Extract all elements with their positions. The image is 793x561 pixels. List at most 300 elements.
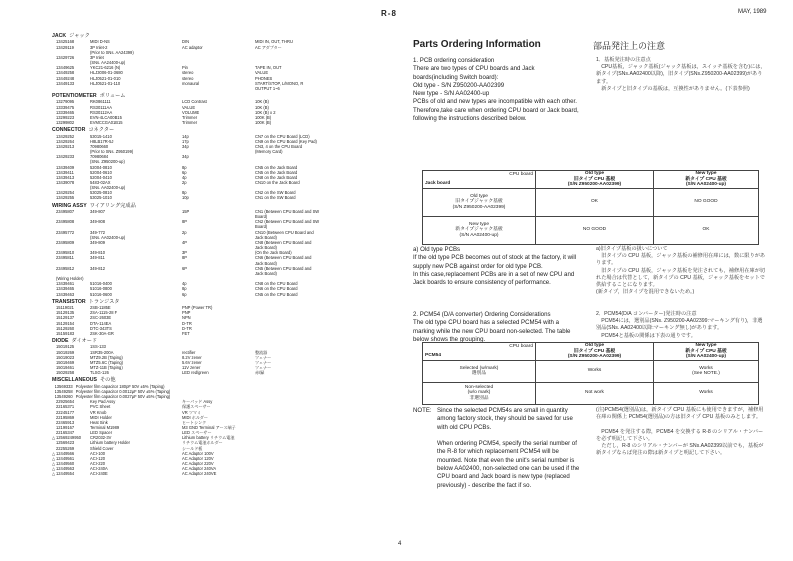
caution-mark: △ — [52, 461, 56, 467]
part-description: 70980684 — [90, 154, 109, 160]
part-spec: 8P — [182, 219, 188, 225]
part-remark: 10K (B) — [255, 104, 269, 110]
section-title: POTENTIOMETER — [52, 92, 97, 99]
part-description: Lithium battery Holder — [90, 440, 131, 446]
part-spec: 15P — [182, 209, 190, 214]
list-item — [52, 86, 397, 91]
part-number: 12449554 — [56, 471, 75, 477]
part-description: 51016-0800 — [90, 286, 112, 292]
part-spec: シールド板 — [182, 445, 203, 451]
part-spec: stereo — [182, 75, 194, 81]
part-remark: 10K (B) — [255, 99, 269, 105]
part-spec: FET — [182, 330, 190, 336]
table-row-label: Non-selected (w/o mark) 非選別品 — [423, 382, 536, 404]
part-spec: 11V zener — [182, 365, 201, 371]
part-number: 15129260 — [56, 325, 75, 331]
part-description: (SNs. AA24400-up) — [90, 60, 126, 66]
part-remark: CN5 (Between CPU Board and — [255, 265, 312, 271]
part-description: 349-812 — [90, 265, 106, 271]
part-remark: ツェナー — [255, 359, 272, 365]
part-description: RK0861111 — [90, 99, 111, 105]
part-description: 53025-0810 — [90, 190, 112, 196]
part-remark: VALUE — [255, 70, 269, 76]
part-spec: 5.6V zener — [182, 359, 202, 365]
section-title: DIODE — [52, 338, 69, 344]
part-description: EVN-4LCA00B15 — [90, 114, 122, 120]
part-spec: LED スペーサー — [182, 430, 212, 436]
part-spec: 8p — [182, 286, 187, 292]
part-description: 2SA-1115-28 F — [90, 310, 118, 316]
part-remark: 100K (B) — [255, 120, 272, 125]
part-spec: 17p — [182, 138, 189, 144]
part-remark: Jack Board) — [255, 245, 277, 251]
table-header-new: New type 新タイプ CPU 基板 (S/N AA02400-up) — [654, 171, 759, 189]
list-item — [52, 195, 397, 200]
part-remark: CN5 on the Jack Board — [255, 164, 298, 170]
caution-mark: △ — [52, 450, 56, 456]
part-spec: リチウム電池ホルダー — [182, 440, 223, 446]
part-description: 52004-0410 — [90, 174, 112, 180]
part-remark: PHONES — [255, 75, 273, 81]
caution-mark: △ — [52, 435, 56, 441]
part-description: RS30111AA — [90, 104, 112, 110]
part-number: 13429264 — [56, 138, 75, 144]
pcb-compat-table — [422, 170, 759, 245]
part-spec: 3P — [182, 250, 188, 256]
part-description: 53025-1010 — [90, 195, 112, 201]
part-remark: (On the Jack Board) — [255, 250, 292, 256]
section-title: WIRING ASSY — [52, 202, 87, 209]
part-number: 13439078 — [56, 179, 75, 185]
part-number: 13339475 — [56, 104, 75, 110]
part-remark: CN2 on the SW Board — [255, 190, 296, 196]
part-spec: Lithium battery リチウム電池 — [182, 435, 235, 441]
part-remark: CN8 (Between CPU Board and — [255, 239, 312, 245]
part-description: 349-811 — [90, 255, 105, 261]
part-spec: D-TR — [182, 325, 192, 331]
part-number: 15019023 — [56, 354, 75, 360]
part-spec: LCD Contrast — [182, 99, 207, 105]
part-description: HLJ3006-01-3680 — [90, 70, 123, 76]
part-number: 13549260 — [54, 394, 73, 400]
pcm54-ordering-text: 2. PCM54 (D/A converter) Ordering Considerations The old type CPU board has a selected PCM54 with a marking while the new CPU board non-selected. The table below shows the grouping. — [413, 311, 571, 343]
table-cell: Works — [654, 382, 759, 404]
table-header-new: New type 新タイプ CPU 基板 (S/N AA02400-up) — [654, 343, 759, 361]
part-number: 12449561 — [56, 455, 75, 461]
part-description: PVC Sheet — [90, 404, 111, 410]
part-spec: 2p — [182, 179, 187, 185]
part-description: H8LB17R-5J — [90, 138, 114, 144]
part-description: 3P Inlet — [90, 54, 104, 60]
part-spec: 8.2V zener — [182, 354, 202, 360]
table-cell: NO GOOD — [654, 188, 759, 216]
part-number: 13449625 — [56, 65, 75, 71]
part-description: HLJ0521-01-010 — [90, 75, 121, 81]
part-number: 13449248 — [56, 75, 75, 81]
part-number: 13339465 — [56, 109, 75, 115]
part-description: (SNs. Z950200-up) — [90, 159, 125, 165]
part-number: 13439465 — [56, 286, 75, 292]
part-remark: Jack Board) — [255, 260, 277, 266]
section-title-jp: コネクター — [88, 127, 115, 134]
part-description: 52004-0610 — [90, 169, 112, 175]
part-number: 13429252 — [56, 133, 75, 139]
part-description: CR2032-3V — [90, 435, 112, 441]
part-remark: ツェナー — [255, 354, 272, 360]
part-description: 2SK-30A-GR — [90, 330, 114, 336]
part-description: 349-810 — [90, 250, 106, 256]
part-spec: 10p — [182, 195, 189, 201]
part-remark: CN1 (Between CPU Board and SW — [255, 209, 320, 214]
part-number: 22165371 — [56, 404, 75, 410]
part-description: MTZ-11B (Taping) — [90, 365, 123, 371]
part-number: 13439409 — [56, 164, 75, 170]
part-remark: 整流器 — [255, 349, 268, 355]
part-description: Shield Cover — [90, 445, 114, 451]
part-description: 1SS-133 — [90, 344, 106, 350]
part-number: (Wiring Holder) — [56, 276, 84, 282]
part-number: 13429119 — [56, 44, 74, 50]
section-title-jp: ボリューム — [99, 92, 126, 99]
part-number: 23495807 — [56, 209, 75, 214]
part-number — [56, 86, 90, 91]
part-number: 13429233 — [56, 154, 75, 160]
table-header-cpu: CPU board — [423, 171, 536, 180]
part-description: ACI-240A — [90, 466, 108, 472]
part-spec: AC Adaptor 240VA — [182, 466, 217, 472]
part-description: DTA-114EA — [90, 320, 112, 326]
part-spec: NPN — [182, 315, 191, 321]
part-spec: Trimmer — [182, 120, 198, 125]
part-number: 15129137 — [56, 315, 75, 321]
caution-mark: △ — [52, 471, 56, 477]
table-cell: NO GOOD — [536, 216, 654, 244]
part-number: 13439413 — [56, 174, 75, 180]
part-description: ACI-220 — [90, 461, 106, 467]
part-description: TLSG-126 — [90, 370, 109, 376]
part-remark: AC アダプター — [255, 44, 282, 50]
table-cell: OK — [654, 216, 759, 244]
part-remark — [255, 471, 395, 476]
part-spec: VALUE — [182, 104, 196, 110]
list-item — [52, 292, 397, 297]
part-remark: OUTPUT 1~6 — [255, 85, 280, 91]
part-number: 13299802 — [56, 120, 75, 125]
section-title-jp: ワイアリング完成品 — [89, 202, 136, 209]
pcm54-ordering-text-jp: 2．PCM54(D/A コンバーター)発注時の注意 PCM54には，選別品(SNs. Z950200-AA02399:マーキング有り)，非選別品(SNs. AA02400以降:マーキング無し)があります。 PCM54と基板の関係は下表の通りです。 — [596, 311, 763, 339]
part-description: Key Pad Assy — [90, 399, 116, 405]
part-number: 15129135 — [56, 310, 75, 316]
part-spec: 6p — [182, 291, 187, 297]
part-number: 15019469 — [56, 359, 75, 365]
part-description: 53015-1410 — [90, 133, 112, 139]
part-number: 13439461 — [56, 281, 75, 287]
page-number: 4 — [398, 541, 402, 547]
section-title-jp: ダイオード — [71, 338, 98, 344]
part-description: 51016-0400 — [90, 281, 112, 287]
part-spec: 34p — [182, 154, 189, 160]
part-spec: DIN — [182, 39, 190, 45]
part-number: 13425168 — [56, 39, 75, 45]
part-number: 15119021 — [56, 305, 74, 311]
table-cell: Works (See NOTE.) — [654, 360, 759, 382]
part-description — [90, 86, 182, 91]
part-description: MTZ9.2B (Taping) — [90, 354, 123, 360]
pcb-ordering-text-jp: 1．基板発注時の注意点 CPU基板，ジャック基板(ジャック基板は，スイッチ基板を含む)には，新タイプ(SNs.AA02400以降)，旧タイプ(SNs.Z950200-AA02399)があります。 新タイプと旧タイプの基板は，互換性がありません。(下表参照) — [596, 57, 766, 92]
part-remark: CN2 (Between CPU Board and SW — [255, 219, 320, 225]
part-description: (Prior to SNs. AA24399) — [90, 49, 134, 55]
list-item — [52, 370, 397, 375]
part-remark: CN10 on the Jack Board — [255, 179, 300, 185]
part-number: 13549258 — [54, 388, 73, 394]
section-title-jp: ジャック — [69, 33, 90, 39]
part-description: DTC-343TS — [90, 325, 112, 331]
section-title: CONNECTOR — [52, 127, 86, 134]
part-spec: 2p — [182, 229, 187, 235]
part-remark: CN5 on the CPU Board — [255, 291, 298, 297]
part-description: 2SC-2603E — [90, 315, 112, 321]
part-number: 15159183 — [56, 330, 75, 336]
section-title-jp: トランジスタ — [88, 298, 120, 305]
part-description: MTZ5.6C (Taping) — [90, 359, 123, 365]
part-number: 15019461 — [56, 365, 75, 371]
part-number: 15129154 — [56, 320, 75, 326]
part-remark: Jack Board) — [255, 234, 277, 240]
part-description: MIDI D-NS — [90, 39, 110, 45]
part-spec: stereo — [182, 70, 194, 76]
part-remark: CN6 on the CPU Board — [255, 286, 298, 292]
table-header-pcm54: PCM54 — [423, 351, 536, 360]
part-spec: キーパッド Assy — [182, 399, 213, 405]
part-number: 13449258 — [56, 70, 75, 76]
part-description: (Prior to SNs. Z950199) — [90, 149, 134, 155]
part-remark: CN8 on the Jack Board — [255, 174, 298, 180]
part-spec: VOLUME — [182, 109, 200, 115]
part-remark: 100K (B) — [255, 114, 272, 120]
list-item — [52, 331, 397, 336]
section-title: Parts Ordering Information — [413, 39, 541, 50]
section-title: MISCELLANEOUS — [52, 377, 97, 384]
section-title: JACK — [52, 33, 67, 39]
part-number: 22255269 — [56, 445, 75, 451]
part-number: 23495810 — [56, 250, 75, 256]
part-description: 70980660 — [90, 143, 109, 149]
part-number: 22925654 — [56, 399, 75, 405]
part-spec — [182, 86, 255, 91]
part-number: 23495772 — [56, 229, 75, 235]
part-number: 12569423 — [56, 440, 75, 446]
part-spec: AC adaptor — [182, 44, 203, 50]
part-number: 23495811 — [56, 255, 74, 261]
part-description: Polyester film capacitor 0.0027μF 50V ±5% (Taping) — [75, 394, 171, 400]
part-description: 5483-02AX — [90, 179, 111, 185]
part-description: 52004-0810 — [90, 164, 112, 170]
part-description: YKC21-6216 (N) — [90, 65, 121, 71]
part-description: 349-808 — [90, 219, 106, 225]
part-spec: 4p — [182, 281, 187, 287]
part-number: 22165347 — [56, 430, 75, 436]
part-spec: 保護スペーサー — [182, 404, 211, 410]
old-type-pcb-text-jp: a)旧タイプ基板の扱いについて 旧タイプの CPU 基板，ジャック基板の補修用在庫には，数に限りがあります。 旧タイプの CPU 基板，ジャック基板を発注されても，補修用在庫が切れた場合は代替として，新タイプの CPU 基板，ジャック基板をセットで供給することになります。 (新タイプ，旧タイプを混用できないため。) — [596, 246, 766, 296]
note-label: NOTE: — [413, 407, 432, 414]
part-number: 13439411 — [56, 169, 74, 175]
part-spec: LED red/green — [182, 370, 209, 376]
part-spec: AC Adaptor 240VE — [182, 471, 217, 477]
part-number: 13279095 — [56, 99, 75, 105]
table-cell: OK — [536, 188, 654, 216]
part-description: ACI-120 — [90, 455, 106, 461]
list-item — [52, 471, 397, 476]
part-remark: 赤/緑 — [255, 370, 265, 376]
part-remark: CN5 on the Jack Board — [255, 169, 298, 175]
part-remark: CN9 on the CPU Board (Key Pad) — [255, 138, 317, 144]
part-spec: monaural — [182, 80, 200, 86]
part-remark: MIDI IN, OUT, THRU — [255, 39, 293, 45]
part-spec: AC Adaptor 100V — [182, 450, 214, 456]
part-description: Heat Sink — [90, 419, 108, 425]
part-spec: 34p — [182, 143, 189, 149]
part-number: 12569249950 — [56, 435, 82, 441]
table-header-jack: Jack board — [423, 179, 536, 188]
caution-mark: △ — [52, 466, 56, 472]
document-date: MAY, 1989 — [738, 9, 767, 15]
part-description: 2SB-1185E — [90, 305, 111, 311]
part-description: 349-809 — [90, 239, 106, 245]
pcm54-table — [422, 342, 759, 405]
part-number: 13429255 — [56, 195, 75, 201]
part-spec: 14p — [182, 133, 189, 139]
note-text-jp: (注)PCM54(選別品)は，新タイプ CPU 基板にも使用できますが，補修用在庫の関係上 PCM54(選別品)の方は旧タイプ CPU 基板のみとします。 PCM54 を発注する際，PCM54 を交換する R-8 のシリアル・ナンバーを必ず明記して下さい。 ただし，R-8 のシリアル・ナンバーが SNs.AA02399以前でも，基板が新タイプならば発注の際は新タイプと明記して下さい。 — [596, 407, 764, 457]
part-number: 12449560 — [56, 461, 75, 467]
part-remark: 10K (B) x 2 — [255, 109, 276, 115]
part-number: 22245177 — [56, 409, 75, 415]
part-spec: AC Adaptor 220V — [182, 461, 214, 467]
part-number: 15029258 — [56, 370, 75, 376]
part-description: Polyester film capacitor 0.0012μF 50V ±5% (Taping) — [75, 388, 171, 394]
part-spec: M3 GND Terminal アース端子 — [182, 425, 236, 430]
note-text: Since the selected PCM54s are small in quantity among factory stock, they should be saved for use with old CPU PCBs. When ordering PCM54, specify the serial number of the R-8 for which replacement PCM54 will be mounted. Note that even the unit's serial number is below AA02400, non-selected one can be used if the CPU board and Jack board is new type (replaced previously) - describe the fact if so. — [437, 407, 580, 489]
table-header-old: Old type 旧タイプ CPU 基板 (S/N Z950200-AA02399) — [536, 171, 654, 189]
part-remark: CN8 on the CPU Board — [255, 281, 298, 287]
part-spec: ヒートシンク — [182, 419, 207, 425]
part-number: 12449563 — [56, 466, 75, 472]
part-remark: (Memory Card) — [255, 149, 283, 155]
part-description: 3P Inlet-2 — [90, 44, 108, 50]
parts-list — [52, 31, 397, 477]
table-header-cpu: CPU board — [423, 343, 536, 352]
part-number: 15019269 — [56, 349, 75, 355]
part-remark: Board) — [255, 224, 268, 230]
part-spec: 8P — [182, 255, 188, 261]
part-spec: VR ツマミ — [182, 409, 202, 415]
part-remark: CN7 on the CPU Board (LCD) — [255, 133, 310, 139]
part-spec: Pin — [182, 65, 188, 71]
part-spec: PNP — [182, 310, 191, 316]
section-title-jp: 部品発注上の注意 — [593, 41, 666, 51]
part-spec: 8p — [182, 190, 187, 196]
part-number: 13299223 — [56, 114, 75, 120]
part-spec: Trimmer — [182, 114, 198, 120]
part-description: (SNs. AA02400-up) — [90, 234, 126, 240]
part-spec: 4P — [182, 239, 188, 245]
part-description: LED Spacer — [90, 430, 113, 436]
part-number: 13439463 — [56, 291, 75, 297]
part-description: 1SR35-200A — [90, 349, 114, 355]
part-remark: Board) — [255, 214, 268, 220]
part-remark: ツェナー — [255, 365, 272, 371]
table-cell: Works — [536, 360, 654, 382]
part-remark: CN1 on the SW Board — [255, 195, 296, 201]
part-remark: CN3, 4 on the CPU Board — [255, 143, 303, 149]
part-number: 23495809 — [56, 239, 75, 245]
part-spec: 8p — [182, 164, 187, 170]
part-spec: rectifier — [182, 349, 196, 355]
part-number: 13429726 — [56, 54, 75, 60]
part-spec: 6p — [182, 169, 187, 175]
list-item — [52, 120, 397, 125]
part-number: 22465913 — [56, 419, 75, 425]
part-remark: CN10 (Between CPU Board and — [255, 229, 314, 235]
part-number: 12449566 — [56, 450, 75, 456]
part-number: 13429254 — [56, 190, 75, 196]
section-title-jp: その他 — [99, 377, 116, 384]
model-name: R-8 — [381, 9, 397, 18]
part-spec: AC Adaptor 120V — [182, 455, 214, 461]
part-description: 349-807 — [90, 209, 106, 214]
part-number: 12199167 — [56, 425, 75, 430]
pcb-ordering-text: 1. PCB ordering consideration There are two types of CPU boards and Jack boards(including Switch board): Old type - S/N Z950200-AA02399 New type - S/N AA02400-up PCBs of old and new types are incompatible with each other. Therefore,take care when ordering CPU board or Jack board, following the instructions described below. — [413, 57, 579, 123]
table-header-old: Old type 旧タイプ CPU 基板 (S/N Z950200-AA02399) — [536, 343, 654, 361]
part-number: 23495812 — [56, 265, 75, 271]
part-description: ACI-240E — [90, 471, 108, 477]
caution-mark: △ — [52, 455, 56, 461]
part-description: VR Knob — [90, 409, 107, 415]
part-remark: CN6 (Between CPU Board and — [255, 255, 312, 261]
part-description: Polyester film capacitor 180pF 50V ±5% (Taping) — [75, 383, 165, 389]
part-description: Terminal M1989 — [90, 425, 120, 430]
part-description: HLJ0521-01-110 — [90, 80, 121, 86]
part-number: 23495808 — [56, 219, 75, 225]
table-row-label: Old type 旧タイプジャック基板 (S/N Z950200-AA02399) — [423, 188, 536, 216]
part-remark: START/STOP, L/MONO, R — [255, 80, 304, 86]
section-title: TRANSISTOR — [52, 298, 86, 305]
part-description: 349-772 — [90, 229, 106, 235]
table-cell: Not work — [536, 382, 654, 404]
part-remark: Jack Board) — [255, 270, 277, 276]
part-spec: 4p — [182, 174, 187, 180]
table-row-label: New type 新タイプジャック基板 (S/N AA02400-up) — [423, 216, 536, 244]
part-remark — [255, 331, 395, 336]
part-description: ACI-100 — [90, 450, 106, 456]
part-spec: MIDI ホルダー — [182, 414, 208, 420]
part-spec: PNP (Power TR) — [182, 305, 213, 311]
part-remark: TAPE IN, OUT — [255, 65, 282, 71]
old-type-pcb-text: a) Old type PCBs If the old type PCB becomes out of stock at the factory, it will supply new PCB against order for old type PCB. In this case,replacement PCBs are in a set of new CPU and Jack boards to ensure consistency of performance. — [413, 246, 577, 287]
part-description: (SNs. AA02400-up) — [90, 185, 126, 191]
part-description: EVMCCGA01B15 — [90, 120, 123, 125]
part-spec: D-TR — [182, 320, 192, 326]
part-description: 51016-0600 — [90, 291, 112, 297]
part-number: 15019125 — [56, 344, 75, 350]
part-number: 13449133 — [56, 80, 75, 86]
table-row-label: Selected (w/mark) 選別品 — [423, 360, 536, 382]
part-number: 13429213 — [56, 143, 75, 149]
part-number: 22195869 — [56, 414, 75, 420]
part-description: RS30112AA — [90, 109, 113, 115]
part-number: 13569333 — [54, 383, 73, 389]
part-description: MIDI Holder — [90, 414, 112, 420]
part-spec: 6P — [182, 265, 188, 271]
